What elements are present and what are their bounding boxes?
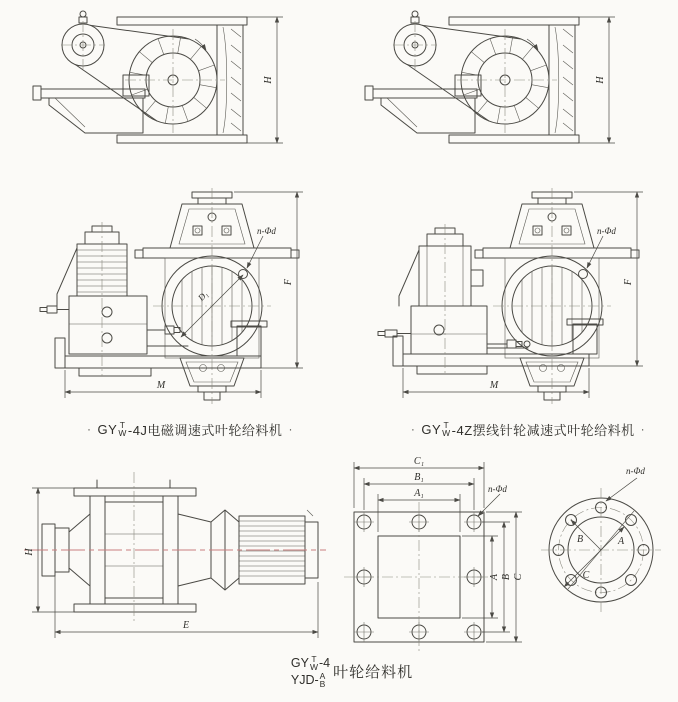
caption-model-z — [378, 415, 678, 443]
model-base: GY — [421, 421, 442, 437]
side-views-top — [25, 5, 645, 165]
caption-dot: · — [288, 422, 293, 436]
product-name: 叶轮给料机 — [333, 663, 414, 681]
holes-label: n-Φd — [597, 226, 616, 236]
dimensions-round-flange — [564, 466, 645, 587]
round-flange-view — [533, 452, 678, 624]
holes-label: n-Φd — [257, 226, 276, 236]
model2-sub: B — [319, 678, 326, 689]
model1-sup: T — [311, 653, 317, 664]
model1-base: GY — [290, 655, 309, 670]
feeder-body-front — [135, 188, 299, 404]
outer-width-label: C₁ — [413, 456, 425, 467]
model-sup: T — [443, 420, 450, 430]
dimensions-front-j — [65, 192, 303, 398]
holes-label: n-Φd — [488, 484, 507, 494]
width-label: M — [489, 380, 499, 391]
height-label: F — [283, 278, 294, 286]
model-rest: -4J电磁调速式叶轮给料机 — [127, 422, 283, 438]
dimensions-yjd — [24, 488, 318, 638]
outer-dia-label: C — [582, 570, 590, 581]
front-view-electromagnetic — [35, 186, 335, 418]
model1-sub: W — [309, 661, 318, 672]
width-label: M — [156, 380, 166, 391]
sheet-title — [252, 644, 452, 698]
feeder-body-front — [475, 188, 639, 404]
holes-label: n-Φd — [626, 466, 645, 476]
front-view-cycloid — [375, 186, 675, 418]
flange-plate — [344, 502, 494, 652]
height-label: F — [623, 278, 634, 286]
bore-label: D₁ — [195, 288, 210, 303]
model-sub: W — [118, 428, 127, 438]
model2-base: YJD- — [290, 672, 319, 687]
outer-height-label: C — [513, 573, 524, 581]
model-base: GY — [97, 421, 118, 437]
inner-dia-label: A — [617, 536, 625, 547]
caption-dot: · — [640, 422, 646, 436]
caption-model-j — [40, 415, 340, 443]
length-label: E — [182, 620, 190, 631]
model2-sup: A — [319, 670, 326, 681]
model1-rest: -4 — [318, 655, 331, 670]
height-label: H — [24, 548, 35, 556]
bolt-width-label: B₁ — [414, 472, 424, 483]
yjd-side-view — [8, 460, 333, 652]
magnetic-speed-motor — [40, 222, 267, 376]
bolt-height-label: B — [501, 573, 512, 581]
model-rest: -4Z摆线针轮减速式叶轮给料机 — [451, 422, 635, 438]
model-sub: W — [442, 428, 451, 438]
caption-dot: · — [87, 422, 92, 436]
drive-motor — [239, 510, 318, 584]
dimensions-square-flange — [354, 456, 524, 642]
inner-height-label: A — [489, 573, 500, 581]
bolt-dia-label: B — [576, 534, 584, 545]
caption-dot: · — [410, 422, 416, 436]
model-codes — [291, 655, 330, 688]
feeder-side-body — [42, 480, 239, 612]
model-sup: T — [119, 420, 126, 430]
inner-width-label: A₁ — [414, 488, 424, 499]
square-flange-view — [340, 450, 535, 662]
